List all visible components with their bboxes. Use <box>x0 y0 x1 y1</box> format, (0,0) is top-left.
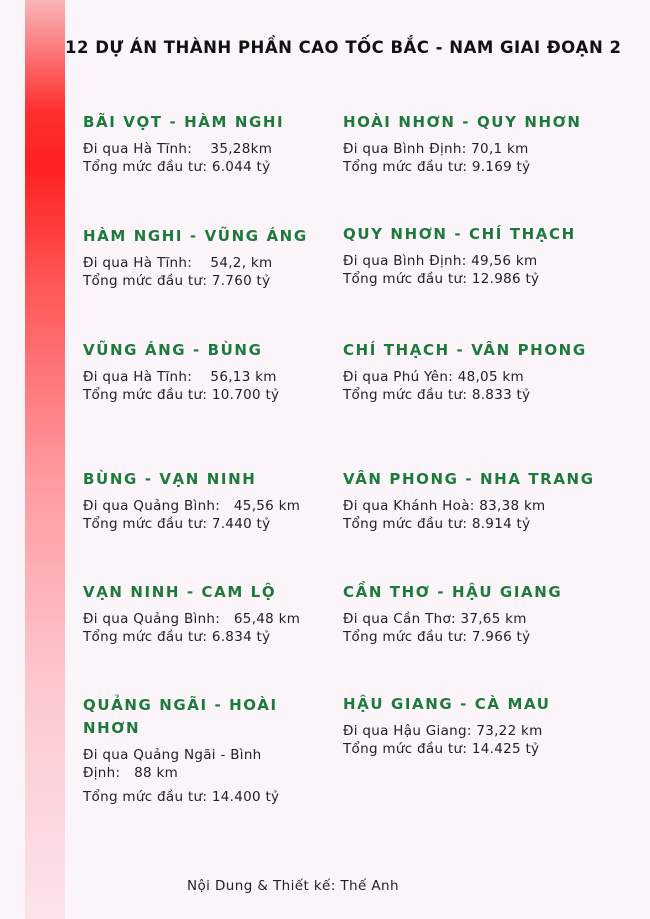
project-route: Đi qua Hà Tĩnh: 54,2, km <box>83 255 273 271</box>
project-route: Đi qua Cần Thơ: 37,65 km <box>343 611 527 627</box>
project-name: HÀM NGHI - VŨNG ÁNG <box>83 227 308 245</box>
project-route: Đi qua Phú Yên: 48,05 km <box>343 369 524 385</box>
project-card <box>83 581 343 646</box>
page-title: 12 DỰ ÁN THÀNH PHẦN CAO TỐC BẮC - NAM GIAI ĐOẠN 2 <box>65 38 622 57</box>
project-route-line2: Định: 88 km <box>83 765 179 781</box>
project-card <box>343 111 603 176</box>
project-route: Đi qua Bình Định: 70,1 km <box>343 141 529 157</box>
project-route: Đi qua Hậu Giang: 73,22 km <box>343 723 543 739</box>
project-investment: Tổng mức đầu tư: 12.986 tỷ <box>343 271 540 287</box>
project-card <box>343 468 603 533</box>
project-name: HOÀI NHƠN - QUY NHƠN <box>343 113 582 131</box>
project-card <box>343 223 603 288</box>
project-route: Đi qua Hà Tĩnh: 35,28km <box>83 141 273 157</box>
project-investment: Tổng mức đầu tư: 6.834 tỷ <box>83 629 271 645</box>
project-investment: Tổng mức đầu tư: 7.966 tỷ <box>343 629 531 645</box>
project-route: Đi qua Quảng Bình: 65,48 km <box>83 611 301 627</box>
project-name: BÃI VỌT - HÀM NGHI <box>83 113 285 131</box>
project-name: CẦN THƠ - HẬU GIANG <box>343 583 563 601</box>
project-name: HẬU GIANG - CÀ MAU <box>343 695 551 713</box>
project-card <box>83 111 343 176</box>
project-investment: Tổng mức đầu tư: 9.169 tỷ <box>343 159 531 175</box>
project-route: Đi qua Khánh Hoà: 83,38 km <box>343 498 546 514</box>
project-investment: Tổng mức đầu tư: 6.044 tỷ <box>83 159 271 175</box>
project-investment: Tổng mức đầu tư: 14.425 tỷ <box>343 741 540 757</box>
project-card <box>83 694 343 806</box>
project-name: VŨNG ÁNG - BÙNG <box>83 341 263 359</box>
project-name: VẠN NINH - CAM LỘ <box>83 583 277 601</box>
project-name: QUY NHƠN - CHÍ THẠCH <box>343 225 576 243</box>
project-investment: Tổng mức đầu tư: 14.400 tỷ <box>83 789 280 805</box>
project-card <box>343 339 603 404</box>
project-investment: Tổng mức đầu tư: 10.700 tỷ <box>83 387 280 403</box>
project-route: Đi qua Quảng Bình: 45,56 km <box>83 498 301 514</box>
credits-footer: Nội Dung & Thiết kế: Thế Anh <box>187 878 399 894</box>
project-card <box>83 468 343 533</box>
project-card <box>343 581 603 646</box>
project-name-line1: QUẢNG NGÃI - HOÀI <box>83 696 278 714</box>
project-card <box>343 693 603 758</box>
project-card <box>83 339 343 404</box>
project-investment: Tổng mức đầu tư: 8.833 tỷ <box>343 387 531 403</box>
project-name: VÂN PHONG - NHA TRANG <box>343 470 595 488</box>
project-investment: Tổng mức đầu tư: 7.760 tỷ <box>83 273 271 289</box>
project-route-line1: Đi qua Quảng Ngãi - Bình <box>83 747 262 763</box>
project-investment: Tổng mức đầu tư: 7.440 tỷ <box>83 516 271 532</box>
project-investment: Tổng mức đầu tư: 8.914 tỷ <box>343 516 531 532</box>
project-card <box>83 225 343 290</box>
project-route: Đi qua Hà Tĩnh: 56,13 km <box>83 369 277 385</box>
project-name: BÙNG - VẠN NINH <box>83 470 257 488</box>
project-route: Đi qua Bình Định: 49,56 km <box>343 253 538 269</box>
decorative-red-gradient-bar <box>25 0 65 919</box>
project-name: CHÍ THẠCH - VÂN PHONG <box>343 341 587 359</box>
project-name-line2: NHƠN <box>83 719 141 737</box>
